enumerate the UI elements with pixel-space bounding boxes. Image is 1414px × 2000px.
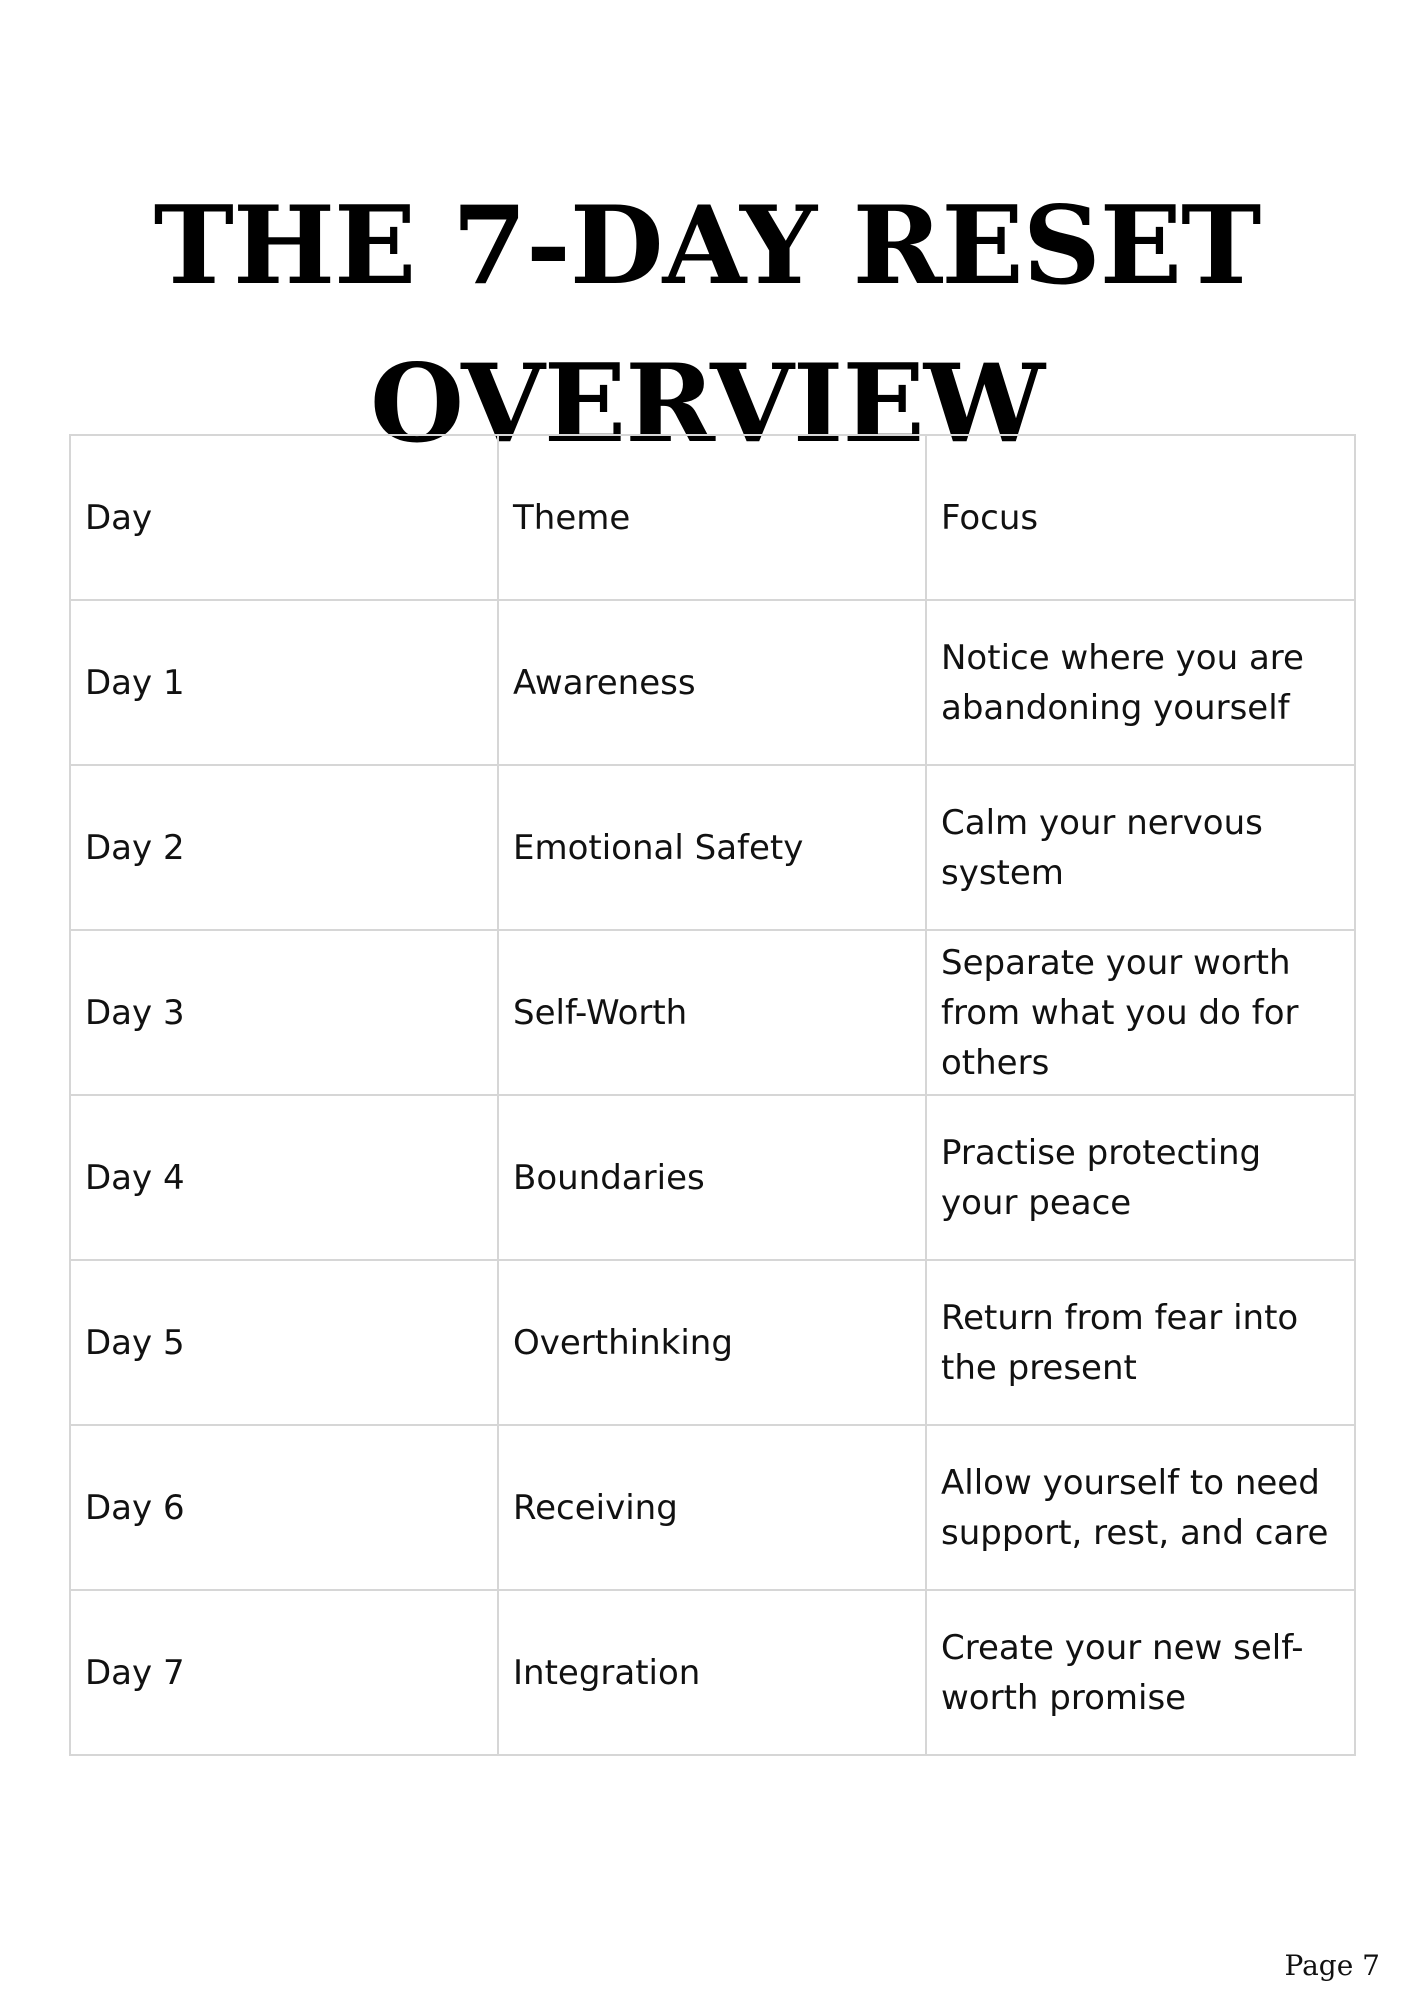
table-row bbox=[70, 600, 1355, 765]
theme-cell: Boundaries bbox=[498, 1095, 926, 1260]
header-cell-theme: Theme bbox=[498, 435, 926, 600]
table-row bbox=[70, 1425, 1355, 1590]
focus-cell: Practise protecting your peace bbox=[926, 1095, 1355, 1260]
title-line-2: OVERVIEW bbox=[369, 341, 1045, 468]
page-number: Page 7 bbox=[1284, 1949, 1380, 1982]
table-row bbox=[70, 1095, 1355, 1260]
table-row bbox=[70, 1260, 1355, 1425]
table-row bbox=[70, 1590, 1355, 1755]
day-cell: Day 6 bbox=[70, 1425, 498, 1590]
table-header-row bbox=[70, 435, 1355, 600]
theme-cell: Receiving bbox=[498, 1425, 926, 1590]
header-cell-day: Day bbox=[70, 435, 498, 600]
theme-cell: Integration bbox=[498, 1590, 926, 1755]
day-cell: Day 7 bbox=[70, 1590, 498, 1755]
table-row bbox=[70, 765, 1355, 930]
day-cell: Day 1 bbox=[70, 600, 498, 765]
focus-cell: Notice where you are abandoning yourself bbox=[926, 600, 1355, 765]
focus-cell: Allow yourself to need support, rest, and care bbox=[926, 1425, 1355, 1590]
day-cell: Day 3 bbox=[70, 930, 498, 1095]
focus-cell: Create your new self-worth promise bbox=[926, 1590, 1355, 1755]
focus-cell: Calm your nervous system bbox=[926, 765, 1355, 930]
theme-cell: Emotional Safety bbox=[498, 765, 926, 930]
theme-cell: Overthinking bbox=[498, 1260, 926, 1425]
table-row bbox=[70, 930, 1355, 1095]
theme-cell: Self-Worth bbox=[498, 930, 926, 1095]
overview-table bbox=[69, 434, 1356, 1756]
day-cell: Day 5 bbox=[70, 1260, 498, 1425]
focus-cell: Return from fear into the present bbox=[926, 1260, 1355, 1425]
day-cell: Day 4 bbox=[70, 1095, 498, 1260]
theme-cell: Awareness bbox=[498, 600, 926, 765]
focus-cell: Separate your worth from what you do for others bbox=[926, 930, 1355, 1095]
day-cell: Day 2 bbox=[70, 765, 498, 930]
header-cell-focus: Focus bbox=[926, 435, 1355, 600]
title-line-1: THE 7-DAY RESET bbox=[153, 183, 1261, 310]
